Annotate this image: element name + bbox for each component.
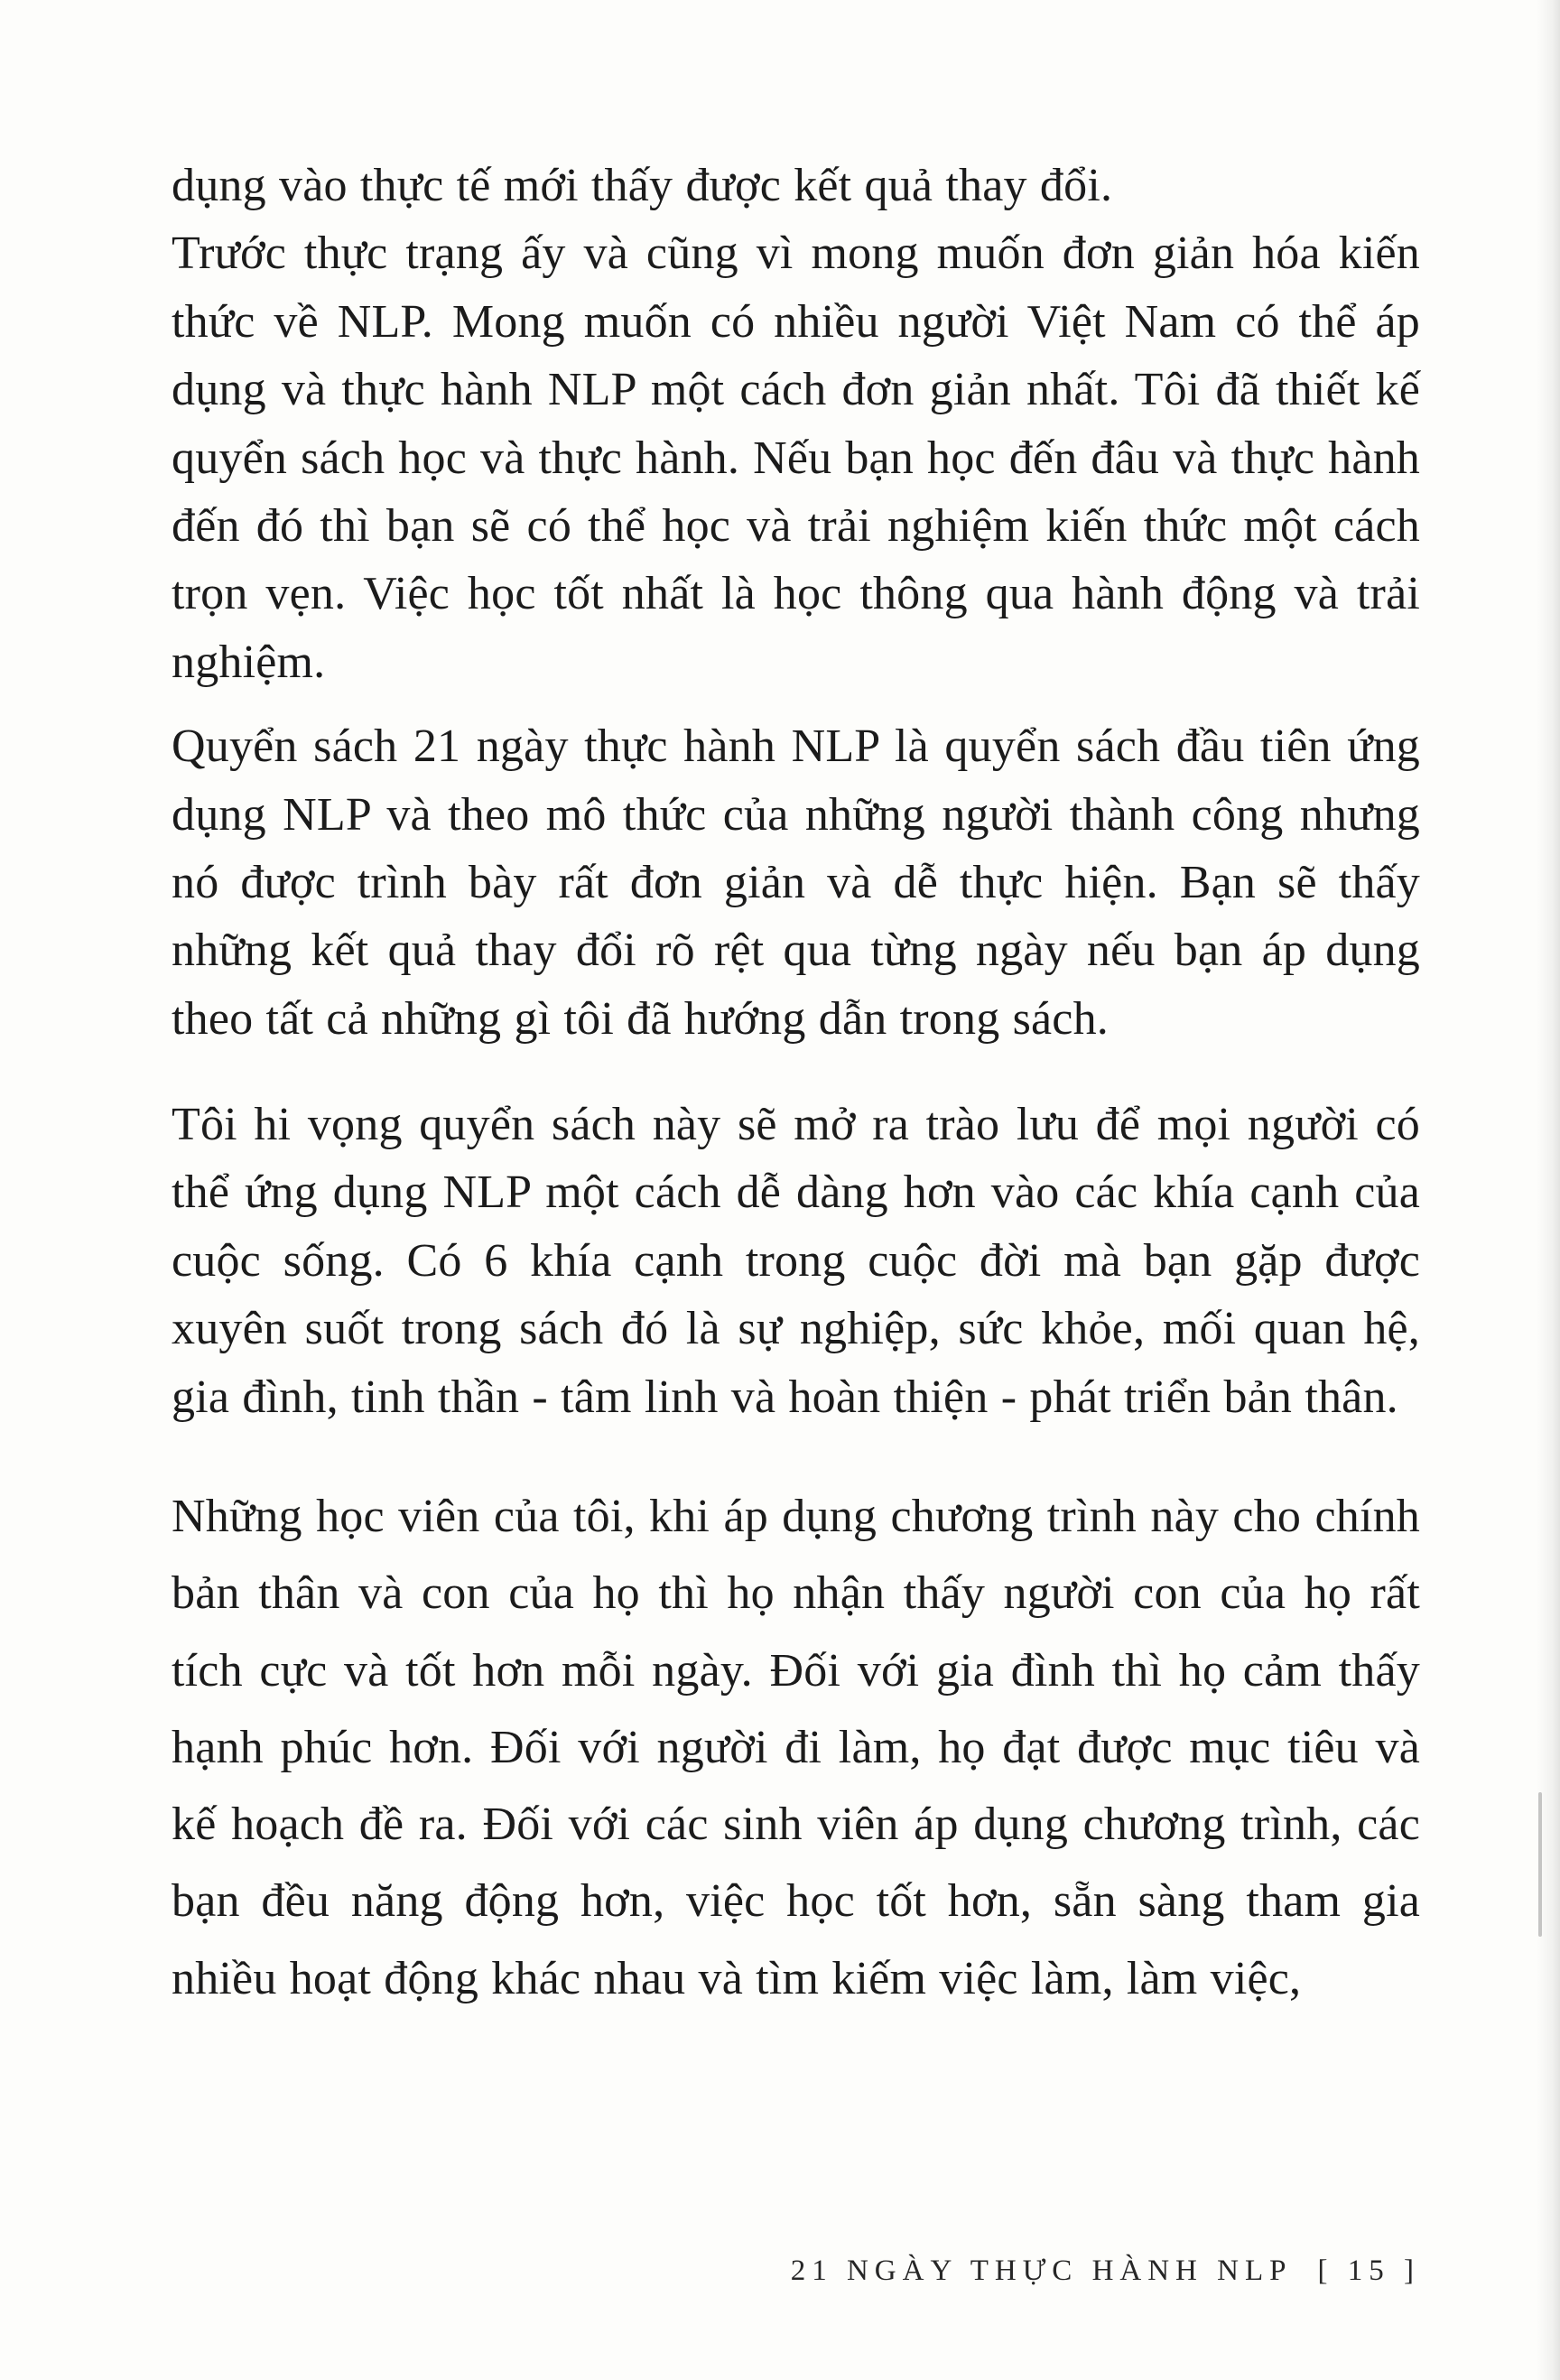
- scan-edge-artifact: [1538, 1792, 1542, 1937]
- paragraph: Tôi hi vọng quyển sách này sẽ mở ra trào lưu để mọi người có thể ứng dụng NLP một cách dễ dàng hơn vào các khía cạnh của cuộc sống. Có 6 khía cạnh trong cuộc đời mà bạn gặp được xuyên suốt trong sách đó là sự nghiệp, sức khỏe, mối quan hệ, gia đình, tinh thần - tâm linh và hoàn thiện - phát triển bản thân.: [172, 1099, 1420, 1423]
- paragraph: Trước thực trạng ấy và cũng vì mong muốn đơn giản hóa kiến thức về NLP. Mong muốn có nhiều người Việt Nam có thể áp dụng và thực hành NLP một cách đơn giản nhất. Tôi đã thiết kế quyển sách học và thực hành. Nếu bạn học đến đâu và thực hành đến đó thì bạn sẽ có thể học và trải nghiệm kiến thức một cách trọn vẹn. Việc học tốt nhất là học thông qua hành động và trải nghiệm.: [172, 228, 1420, 688]
- page-text-block: [172, 152, 1420, 2017]
- footer-page-number: [ 15 ]: [1317, 2254, 1420, 2287]
- page-footer: [791, 2254, 1420, 2288]
- paragraph: dụng vào thực tế mới thấy được kết quả thay đổi.: [172, 160, 1113, 211]
- page-edge-shadow: [1537, 0, 1560, 2380]
- paragraph: Quyển sách 21 ngày thực hành NLP là quyển sách đầu tiên ứng dụng NLP và theo mô thức của những người thành công nhưng nó được trình bày rất đơn giản và dễ thực hiện. Bạn sẽ thấy những kết quả thay đổi rõ rệt qua từng ngày nếu bạn áp dụng theo tất cả những gì tôi đã hướng dẫn trong sách.: [172, 721, 1420, 1045]
- footer-running-title: 21 NGÀY THỰC HÀNH NLP: [790, 2254, 1292, 2287]
- paragraph: Những học viên của tôi, khi áp dụng chương trình này cho chính bản thân và con của họ thì họ nhận thấy người con của họ rất tích cực và tốt hơn mỗi ngày. Đối với gia đình thì họ cảm thấy hạnh phúc hơn. Đối với người đi làm, họ đạt được mục tiêu và kế hoạch đề ra. Đối với các sinh viên áp dụng chương trình, các bạn đều năng động hơn, việc học tốt hơn, sẵn sàng tham gia nhiều hoạt động khác nhau và tìm kiếm việc làm, làm việc,: [172, 1491, 1420, 2004]
